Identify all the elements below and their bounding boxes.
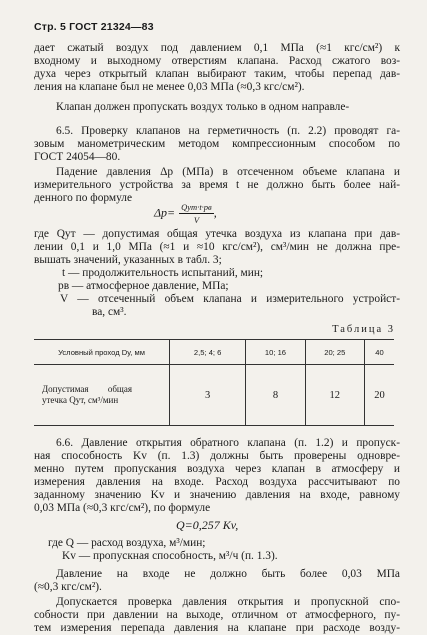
text-line: духа через открытый клапан выбирают таким, чтобы перепад дав- — [34, 68, 400, 80]
text-line: ва, см³. — [92, 306, 127, 318]
formula-tail: , — [213, 205, 217, 220]
table-header-row — [34, 340, 394, 365]
text-line: ная способность Kv (п. 1.3) должны быть проверены одновре- — [34, 450, 400, 462]
formula-lhs: Δp= — [154, 205, 176, 220]
text-line: pв — атмосферное давление, МПа; — [58, 280, 229, 292]
row-label-line: Допустимая общая — [42, 384, 132, 394]
formula-pressure-drop — [154, 202, 217, 225]
text-line: дает сжатый воздух под давлением 0,1 МПа (≈1 кгс/см²) к — [34, 42, 400, 54]
text-line: тем измерения перепада давления на клапане при расходе возду- — [34, 622, 400, 634]
table-cell: 20 — [364, 365, 394, 426]
text-line: где Q — расход воздуха, м³/мин; — [48, 537, 206, 549]
text-line: t — продолжительность испытаний, мин; — [62, 267, 264, 279]
text-line: ления на клапане был не менее 0,03 МПа (≈0,3 кгс/см²). — [34, 81, 305, 93]
formula-flow: Q=0,257 Kv, — [176, 518, 239, 532]
text-line: Клапан должен пропускать воздух только в одном направле- — [56, 101, 350, 113]
table-header-cell: 10; 16 — [246, 340, 305, 365]
text-line: 6.6. Давление открытия обратного клапана (п. 1.2) и пропуск- — [56, 437, 400, 449]
table-header-cell: 40 — [364, 340, 394, 365]
text-line: Kv — пропускная способность, м³/ч (п. 1.3). — [62, 550, 278, 562]
table-header-cell: 20; 25 — [305, 340, 364, 365]
formula-denominator: V — [193, 215, 200, 225]
text-line: измерительного устройства за время t не должно быть более най- — [34, 179, 400, 191]
text-line: (≈0,3 кгс/см²). — [34, 581, 102, 593]
table-cell: 8 — [246, 365, 305, 426]
text-line: V — отсеченный объем клапана и измерительного устройст- — [60, 293, 400, 305]
text-line: зовым манометрическим методом компрессионным способом по — [34, 138, 400, 150]
text-line: заданному значению Kv и значению давления на входе, равному — [34, 489, 400, 501]
text-line: лении 0,1 и 1,0 МПа (≈1 и ≈10 кгс/см²), см³/мин не должна пре- — [34, 241, 400, 253]
text-line: собности при давлении на выходе, отличном от атмосферного, пу- — [34, 609, 400, 621]
text-line: ГОСТ 24054—80. — [34, 151, 121, 163]
text-line: менно путем пропускания воздуха через клапан в атмосферу и — [34, 463, 400, 475]
text-line: Допускается проверка давления открытия и пропускной спо- — [56, 596, 400, 608]
text-line: 6.5. Проверку клапанов на герметичность (п. 2.2) проводят га- — [56, 125, 400, 137]
table-3 — [34, 339, 394, 426]
page-header: Стр. 5 ГОСТ 21324—83 — [34, 21, 154, 33]
table-row-label — [34, 365, 170, 426]
row-label-line: утечка Qут, см³/мин — [42, 395, 119, 405]
table-row — [34, 365, 394, 426]
formula-numerator: Qут·t·pв — [181, 202, 212, 212]
table-header-cell: Условный проход Dу, мм — [34, 340, 170, 365]
text-line: вышать значений, указанных в табл. 3; — [34, 254, 222, 266]
text-line: где Qут — допустимая общая утечка воздуха из клапана при дав- — [34, 228, 400, 240]
text-line: Падение давления Δp (МПа) в отсеченном объеме клапана и — [56, 166, 400, 178]
text-line: 0,03 МПа (≈0,3 кгс/см²), по формуле — [34, 502, 211, 514]
text-line: Давление на входе не должно быть более 0,03 МПа — [56, 568, 400, 580]
text-line: входному и выходному отверстиям клапана. Расход сжатого воз- — [34, 55, 400, 67]
table-cell: 12 — [305, 365, 364, 426]
table-caption: Таблица 3 — [332, 324, 395, 335]
text-line: денного по формуле — [34, 192, 133, 204]
text-line: измерения давления на входе. Расход воздуха рассчитывают по — [34, 476, 400, 488]
table-cell: 3 — [170, 365, 246, 426]
table-header-cell: 2,5; 4; 6 — [170, 340, 246, 365]
